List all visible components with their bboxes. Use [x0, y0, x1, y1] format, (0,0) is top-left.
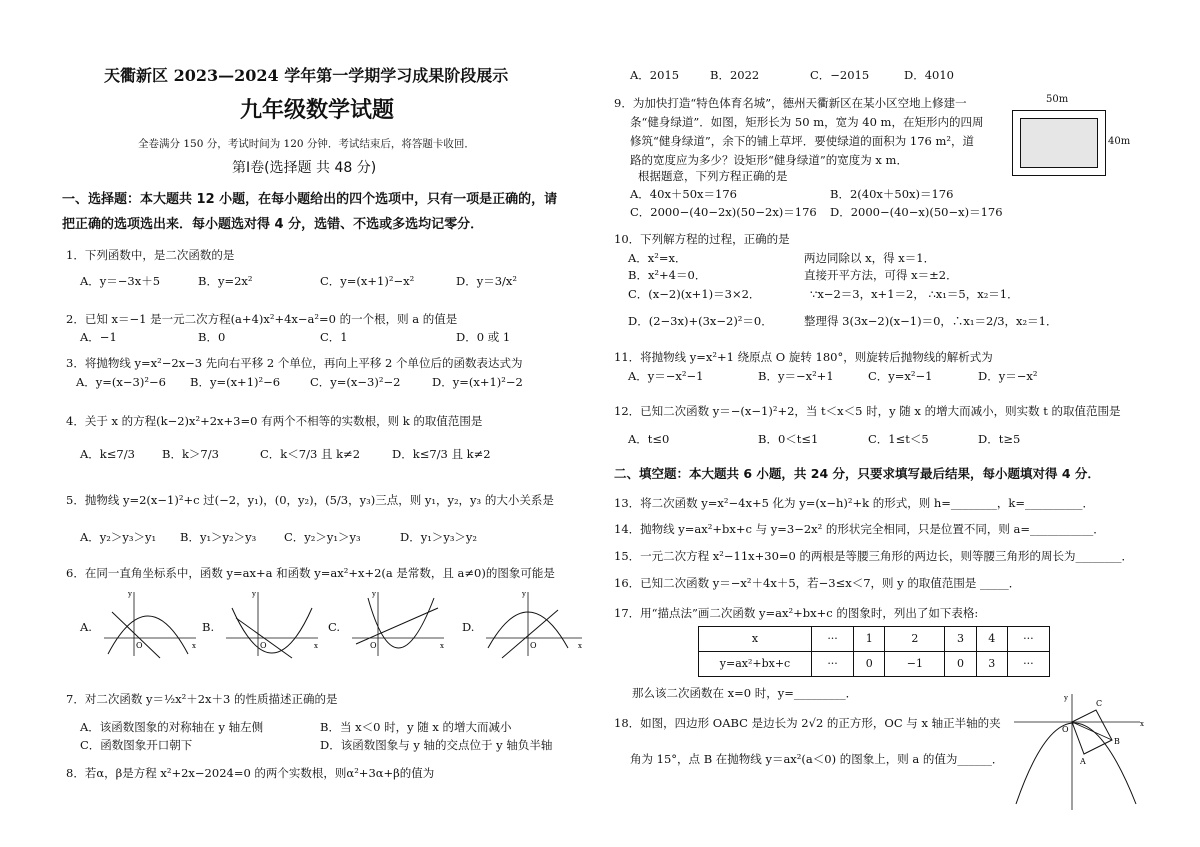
q2-option-a: A．−1 — [80, 330, 117, 344]
q12-option-c: C．1≤t＜5 — [868, 432, 929, 446]
svg-text:O: O — [136, 641, 143, 650]
q9-option-d: D．2000−(40−x)(50−x)＝176 — [830, 205, 1003, 219]
q3-stem: 3．将抛物线 y=x²−2x−3 先向右平移 2 个单位，再向上平移 2 个单位后的函数表达式为 — [66, 356, 523, 370]
svg-text:x: x — [314, 642, 318, 650]
q18-line1: 18．如图，四边形 OABC 是边长为 2√2 的正方形，OC 与 x 轴正半轴的夹 — [614, 716, 1001, 730]
table-cell: 3 — [976, 652, 1007, 677]
table-cell: 0 — [945, 652, 976, 677]
q12-option-d: D．t≥5 — [978, 432, 1021, 446]
q9-option-b: B．2(40x＋50x)＝176 — [830, 187, 954, 201]
table-cell: y=ax²+bx+c — [699, 652, 812, 677]
table-row — [699, 652, 1050, 677]
q1-stem: 1．下列函数中，是二次函数的是 — [66, 248, 235, 262]
part-one-heading: 第Ⅰ卷(选择题 共 48 分) — [232, 160, 377, 176]
page-title: 九年级数学试题 — [240, 98, 395, 123]
svg-text:B: B — [1114, 737, 1120, 746]
q7-option-d: D．该函数图象与 y 轴的交点位于 y 轴负半轴 — [320, 738, 553, 752]
instructions: 全卷满分 150 分，考试时间为 120 分钟．考试结束后，将答题卡收回． — [138, 138, 475, 150]
q4-option-b: B．k＞7/3 — [162, 447, 219, 461]
q10-option-b-step: 直接开平方法，可得 x＝±2． — [804, 268, 958, 282]
q15-text: 15．一元二次方程 x²−11x+30=0 的两根是等腰三角形的两边长，则等腰三角形的周长为________． — [614, 549, 1134, 563]
q9-width-label: 40m — [1108, 136, 1131, 147]
q11-stem: 11．将抛物线 y=x²+1 绕原点 O 旋转 180°，则旋转后抛物线的解析式为 — [614, 350, 993, 364]
q8-option-d: D．4010 — [904, 68, 954, 82]
q6-option-d: D. — [462, 620, 475, 634]
q11-option-d: D．y＝−x² — [978, 369, 1038, 383]
table-cell: 2 — [885, 627, 945, 652]
q17-followup: 那么该二次函数在 x=0 时，y=_________． — [632, 686, 858, 700]
q8-option-b: B．2022 — [710, 68, 760, 82]
table-cell: 1 — [854, 627, 885, 652]
q9-length-label: 50m — [1046, 94, 1069, 105]
q6-graph-c — [348, 588, 448, 660]
table-cell: ··· — [1007, 627, 1049, 652]
q3-option-c: C．y=(x−3)²−2 — [310, 375, 401, 389]
q9-line1: 9．为加快打造“特色体育名城”，德州天衢新区在某小区空地上修建一 — [614, 96, 967, 110]
svg-text:A: A — [1080, 757, 1086, 766]
table-cell: −1 — [885, 652, 945, 677]
q4-stem: 4．关于 x 的方程(k−2)x²+2x+3=0 有两个不相等的实数根，则 k 的取值范围是 — [66, 414, 483, 428]
q8-option-a: A．2015 — [630, 68, 680, 82]
q6-graph-a — [100, 588, 200, 660]
svg-text:y: y — [522, 590, 526, 598]
q5-stem: 5．抛物线 y=2(x−1)²+c 过(−2，y₁)，(0，y₂)，(5/3，y₃)三点，则 y₁，y₂，y₃ 的大小关系是 — [66, 493, 554, 507]
q5-option-c: C．y₂＞y₁＞y₃ — [284, 530, 361, 544]
svg-text:O: O — [1062, 725, 1069, 734]
q18-figure — [1012, 692, 1148, 812]
q6-graph-d — [482, 588, 586, 660]
q11-option-a: A．y＝−x²−1 — [628, 369, 704, 383]
svg-text:x: x — [578, 642, 582, 650]
q10-option-a-step: 两边同除以 x，得 x＝1． — [804, 251, 936, 265]
table-cell: 0 — [854, 652, 885, 677]
school-header: 天衢新区 2023—2024 学年第一学期学习成果阶段展示 — [104, 66, 509, 85]
q16-text: 16．已知二次函数 y＝−x²＋4x＋5，若−3≤x＜7，则 y 的取值范围是 _____． — [614, 576, 1021, 590]
q9-option-c: C．2000−(40−2x)(50−2x)＝176 — [630, 205, 817, 219]
q9-line4: 路的宽度应为多少？设矩形“健身绿道”的宽度为 x m． — [630, 153, 908, 167]
q6-stem: 6．在同一直角坐标系中，函数 y=ax+a 和函数 y=ax²+x+2(a 是常数，且 a≠0)的图象可能是 — [66, 566, 555, 580]
q11-option-c: C．y=x²−1 — [868, 369, 933, 383]
q6-graph-b — [222, 588, 322, 660]
q7-option-c: C．函数图象开口朝下 — [80, 738, 193, 752]
q17-stem: 17．用“描点法”画二次函数 y=ax²+bx+c 的图象时，列出了如下表格: — [614, 606, 979, 620]
q7-option-a: A．该函数图象的对称轴在 y 轴左侧 — [80, 720, 264, 734]
q10-option-a: A．x²=x． — [628, 251, 687, 265]
q4-option-d: D．k≤7/3 且 k≠2 — [392, 447, 491, 461]
q9-option-a: A．40x＋50x＝176 — [630, 187, 737, 201]
q1-option-c: C．y=(x+1)²−x² — [320, 274, 415, 288]
section-one-line1: 一、选择题：本大题共 12 小题，在每小题给出的四个选项中，只有一项是正确的，请 — [62, 192, 558, 207]
table-cell: 4 — [976, 627, 1007, 652]
q3-option-a: A．y=(x−3)²−6 — [76, 375, 166, 389]
q1-option-d: D．y＝3/x² — [456, 274, 518, 288]
q1-option-a: A．y＝−3x＋5 — [80, 274, 161, 288]
table-cell: 3 — [945, 627, 976, 652]
q5-option-b: B．y₁＞y₂＞y₃ — [180, 530, 257, 544]
q6-option-b: B. — [202, 620, 215, 634]
svg-text:C: C — [1096, 699, 1103, 708]
q18-line2: 角为 15°，点 B 在抛物线 y＝ax²(a＜0) 的图象上，则 a 的值为______． — [630, 752, 1004, 766]
table-row — [699, 627, 1050, 652]
q1-option-b: B．y=2x² — [198, 274, 253, 288]
q12-stem: 12．已知二次函数 y＝−(x−1)²+2，当 t＜x＜5 时，y 随 x 的增大而减小，则实数 t 的取值范围是 — [614, 404, 1121, 418]
table-cell: ··· — [812, 652, 854, 677]
q4-option-c: C．k＜7/3 且 k≠2 — [260, 447, 361, 461]
q7-stem: 7．对二次函数 y＝½x²＋2x＋3 的性质描述正确的是 — [66, 692, 338, 706]
q10-stem: 10．下列解方程的过程，正确的是 — [614, 232, 790, 246]
svg-text:y: y — [1064, 694, 1068, 702]
svg-text:x: x — [440, 642, 444, 650]
table-cell: ··· — [812, 627, 854, 652]
section-one-line2: 把正确的选项选出来．每小题选对得 4 分，选错、不选或多选均记零分． — [62, 217, 484, 232]
q5-option-d: D．y₁＞y₃＞y₂ — [400, 530, 478, 544]
q10-option-c-step: ∵x−2＝3，x+1＝2， ∴x₁＝5，x₂＝1． — [810, 287, 1019, 301]
q9-lawn — [1020, 118, 1098, 168]
q10-option-b: B．x²+4＝0． — [628, 268, 707, 282]
q12-option-b: B．0＜t≤1 — [758, 432, 819, 446]
q14-text: 14．抛物线 y=ax²+bx+c 与 y=3−2x² 的形状完全相同，只是位置不同，则 a=___________． — [614, 522, 1105, 536]
q3-option-b: B．y=(x+1)²−6 — [190, 375, 281, 389]
q11-option-b: B．y＝−x²+1 — [758, 369, 834, 383]
q2-stem: 2．已知 x＝−1 是一元二次方程(a+4)x²+4x−a²=0 的一个根，则 a 的值是 — [66, 312, 458, 326]
q2-option-d: D．0 或 1 — [456, 330, 511, 344]
q9-line2: 条“健身绿道”．如图，矩形长为 50 m，宽为 40 m，在矩形内的四周 — [630, 115, 984, 129]
q2-option-b: B．0 — [198, 330, 226, 344]
table-cell: x — [699, 627, 812, 652]
q5-option-a: A．y₂＞y₃＞y₁ — [80, 530, 157, 544]
svg-text:y: y — [372, 590, 376, 598]
q6-option-c: C. — [328, 620, 341, 634]
svg-text:O: O — [530, 641, 537, 650]
svg-text:O: O — [370, 641, 377, 650]
q4-option-a: A．k≤7/3 — [80, 447, 135, 461]
section-two-heading: 二、填空题：本大题共 6 小题，共 24 分，只要求填写最后结果，每小题填对得 4 分． — [614, 466, 1100, 481]
q6-option-a: A. — [80, 620, 92, 634]
q13-text: 13．将二次函数 y=x²−4x+5 化为 y=(x−h)²+k 的形式，则 h=________，k=__________． — [614, 496, 1095, 510]
q10-option-d-step: 整理得 3(3x−2)(x−1)＝0，∴x₁＝2/3，x₂＝1． — [804, 314, 1058, 328]
svg-text:y: y — [252, 590, 256, 598]
svg-text:x: x — [192, 642, 196, 650]
q10-option-d: D．(2−3x)+(3x−2)²＝0． — [628, 314, 773, 328]
q10-option-c: C．(x−2)(x+1)＝3×2． — [628, 287, 761, 301]
q8-stem: 8．若α，β是方程 x²+2x−2024=0 的两个实数根，则α²+3α+β的值为 — [66, 766, 435, 780]
svg-text:x: x — [1140, 720, 1144, 728]
svg-text:y: y — [128, 590, 132, 598]
q3-option-d: D．y=(x+1)²−2 — [432, 375, 523, 389]
q9-line5: 根据题意，下列方程正确的是 — [638, 169, 788, 183]
q9-line3: 修筑“健身绿道”，余下的铺上草坪．要使绿道的面积为 176 m²，道 — [630, 134, 975, 148]
q2-option-c: C．1 — [320, 330, 348, 344]
svg-text:O: O — [260, 641, 267, 650]
table-cell: ··· — [1007, 652, 1049, 677]
q7-option-b: B．当 x＜0 时，y 随 x 的增大而减小 — [320, 720, 512, 734]
q17-table — [698, 626, 1050, 677]
q8-option-c: C．−2015 — [810, 68, 870, 82]
q12-option-a: A．t≤0 — [628, 432, 670, 446]
